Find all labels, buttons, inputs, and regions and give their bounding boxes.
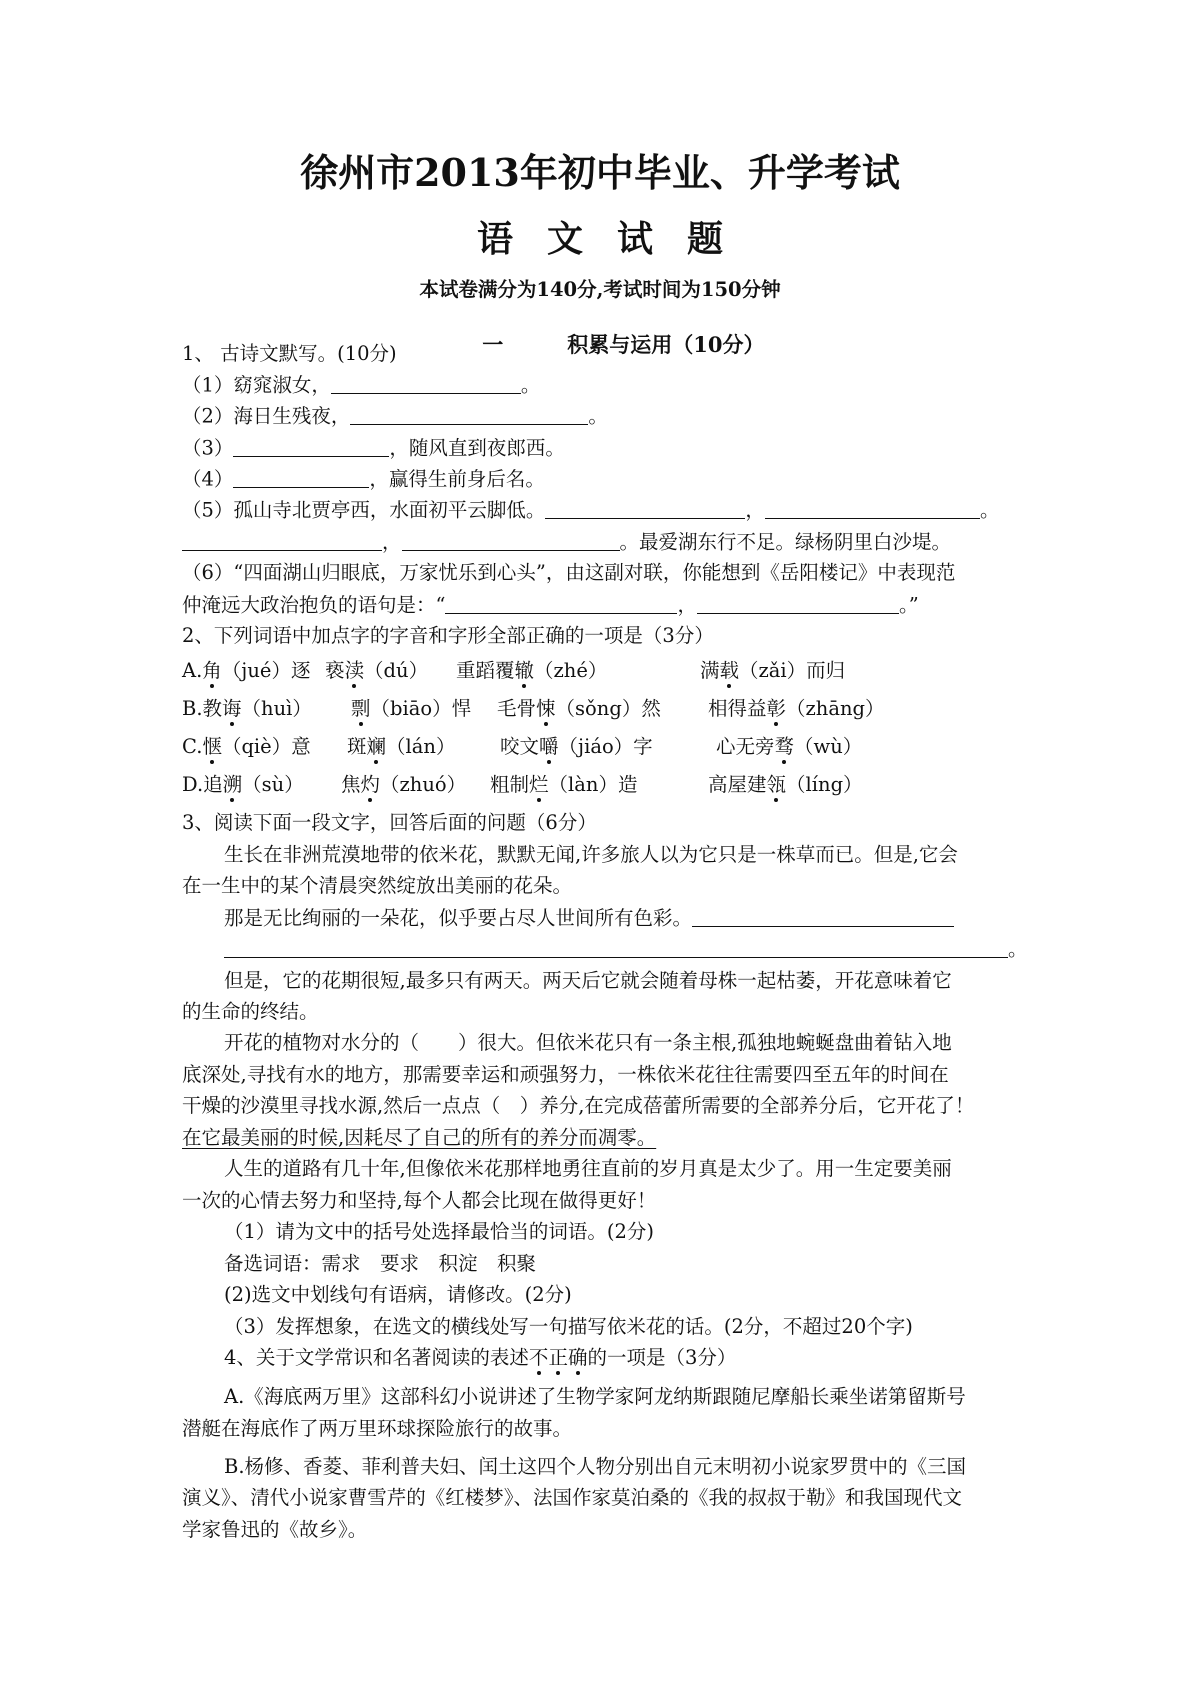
section-number: 一 [482, 332, 504, 358]
exam-note: 本试卷满分为140分,考试时间为150分钟 [419, 278, 781, 301]
option-4b-line-2: 演义》、清代小说家曹雪芹的《红楼梦》、法国作家莫泊桑的《我的叔叔于勒》和我国现代文 [182, 1486, 963, 1509]
section-title: 积累与运用（10分） [567, 332, 765, 358]
question-4-title: 4、关于文学常识和名著阅读的表述不正确的一项是（3分） [224, 1346, 737, 1369]
underlined-sentence: 在它最美丽的时候,因耗尽了自己的所有的养分而凋零。 [182, 1126, 657, 1149]
option-4a-line-1: A.《海底两万里》这部科幻小说讲述了生物学家阿龙纳斯跟随尼摩船长乘坐诺第留斯号 [224, 1385, 966, 1408]
exam-title: 徐州市2013年初中毕业、升学考试 [300, 150, 900, 195]
answer-blank[interactable] [697, 593, 899, 614]
option-4b-line-3: 学家鲁迅的《故乡》。 [182, 1518, 368, 1541]
answer-blank[interactable] [233, 467, 369, 488]
passage-p5-line-1: 人生的道路有几十年,但像依米花那样地勇往直前的岁月真是太少了。用一生定要美丽 [224, 1157, 952, 1180]
emphasis-char: 不 [528, 1346, 549, 1369]
option-c-word-3: 咬文嚼（jiáo）字 [500, 735, 653, 758]
option-b-word-3: 毛骨悚（sǒng）然 [497, 697, 661, 720]
option-d-word-2: 焦灼（zhuó） [341, 773, 467, 796]
option-b-word-2: 剽（biāo）悍 [351, 697, 472, 720]
option-d-word-3: 粗制烂（làn）造 [490, 773, 638, 796]
option-a-word-4: 满载（zǎi）而归 [700, 659, 846, 682]
option-c: C.惬（qiè）意 [182, 735, 311, 758]
answer-blank[interactable] [692, 906, 954, 927]
question-1-item-2: （2）海日生残夜， 。 [182, 404, 608, 428]
option-a-word-3: 重蹈覆辙（zhé） [456, 659, 608, 682]
question-3-title: 3、阅读下面一段文字，回答后面的问题（6分） [182, 811, 597, 834]
question-3-sub-3: （3）发挥想象，在选文的横线处写一句描写依米花的话。(2分，不超过20个字) [224, 1315, 913, 1338]
answer-blank[interactable] [331, 373, 521, 394]
passage-p5-line-2: 一次的心情去努力和坚持,每个人都会比现在做得更好！ [182, 1189, 657, 1212]
candidate-words: 备选词语：需求 要求 积淀 积聚 [224, 1252, 537, 1275]
question-1-item-6-cont: 仲淹远大政治抱负的语句是：“ ， 。” [182, 593, 919, 617]
passage-p1-line-1: 生长在非洲荒漠地带的依米花，默默无闻,许多旅人以为它只是一株草而已。但是,它会 [224, 843, 958, 866]
answer-blank[interactable] [182, 530, 382, 551]
answer-blank[interactable] [765, 498, 980, 519]
option-a-word-2: 亵渎（dú） [325, 659, 429, 682]
option-c-word-2: 斑斓（lán） [347, 735, 456, 758]
passage-p4-line-2: 底深处,寻找有水的地方，那需要幸运和顽强努力，一株依米花往往需要四至五年的时间在 [182, 1063, 949, 1086]
section-heading [453, 307, 764, 383]
question-1-title: 1、 古诗文默写。(10分) [182, 342, 397, 365]
passage-p2-cont: 。 [224, 937, 1028, 961]
option-b-word-4: 相得益彰（zhāng） [708, 697, 885, 720]
passage-p4-line-1: 开花的植物对水分的（ ）很大。但依米花只有一条主根,孤独地蜿蜒盘曲着钻入地 [224, 1031, 952, 1054]
question-3-sub-2: (2)选文中划线句有语病，请修改。(2分) [224, 1283, 572, 1306]
option-c-word-4: 心无旁骛（wù） [716, 735, 863, 758]
question-1-item-5: （5）孤山寺北贾亭西，水面初平云脚低。 ， 。 [182, 498, 1000, 522]
question-1-item-3: （3） ，随风直到夜郎西。 [182, 436, 565, 460]
option-d-word-4: 高屋建瓴（líng） [708, 773, 863, 796]
option-a: A.角（jué）逐 [182, 659, 311, 682]
question-1-item-6: （6）“四面湖山归眼底，万家忧乐到心头”，由这副对联，你能想到《岳阳楼记》中表现范 [182, 561, 956, 584]
answer-blank[interactable] [350, 404, 588, 425]
answer-blank[interactable] [233, 436, 389, 457]
answer-blank[interactable] [445, 593, 677, 614]
option-4b-line-1: B.杨修、香菱、菲利普夫妇、闰土这四个人物分别出自元末明初小说家罗贯中的《三国 [224, 1455, 967, 1478]
answer-blank[interactable] [545, 498, 745, 519]
passage-p1-line-2: 在一生中的某个清晨突然绽放出美丽的花朵。 [182, 874, 573, 897]
option-4a-line-2: 潜艇在海底作了两万里环球探险旅行的故事。 [182, 1417, 573, 1440]
option-d: D.追溯（sù） [182, 773, 304, 796]
passage-p4-line-3: 干燥的沙漠里寻找水源,然后一点点（ ）养分,在完成蓓蕾所需要的全部养分后，它开花了！ [182, 1094, 975, 1117]
passage-p3-line-1: 但是，它的花期很短,最多只有两天。两天后它就会随着母株一起枯萎，开花意味着它 [224, 969, 952, 992]
emphasis-char: 正 [548, 1346, 568, 1369]
exam-subtitle: 语文试题 [476, 218, 757, 260]
option-b: B.教诲（huì） [182, 697, 312, 720]
emphasis-dotted [529, 1346, 588, 1369]
question-1-item-5-cont: ， 。最爱湖东行不足。绿杨阴里白沙堤。 [182, 530, 951, 554]
answer-blank[interactable] [224, 937, 1008, 958]
question-1-item-1: （1）窈窕淑女， 。 [182, 373, 541, 397]
question-1-item-4: （4） ，赢得生前身后名。 [182, 467, 545, 491]
passage-p2: 那是无比绚丽的一朵花，似乎要占尽人世间所有色彩。 [224, 906, 954, 930]
emphasis-char: 确 [567, 1346, 588, 1369]
answer-blank[interactable] [402, 530, 620, 551]
passage-p3-line-2: 的生命的终结。 [182, 1000, 319, 1023]
question-2-title: 2、下列词语中加点字的字音和字形全部正确的一项是（3分） [182, 624, 714, 647]
question-3-sub-1: （1）请为文中的括号处选择最恰当的词语。(2分) [224, 1220, 655, 1243]
